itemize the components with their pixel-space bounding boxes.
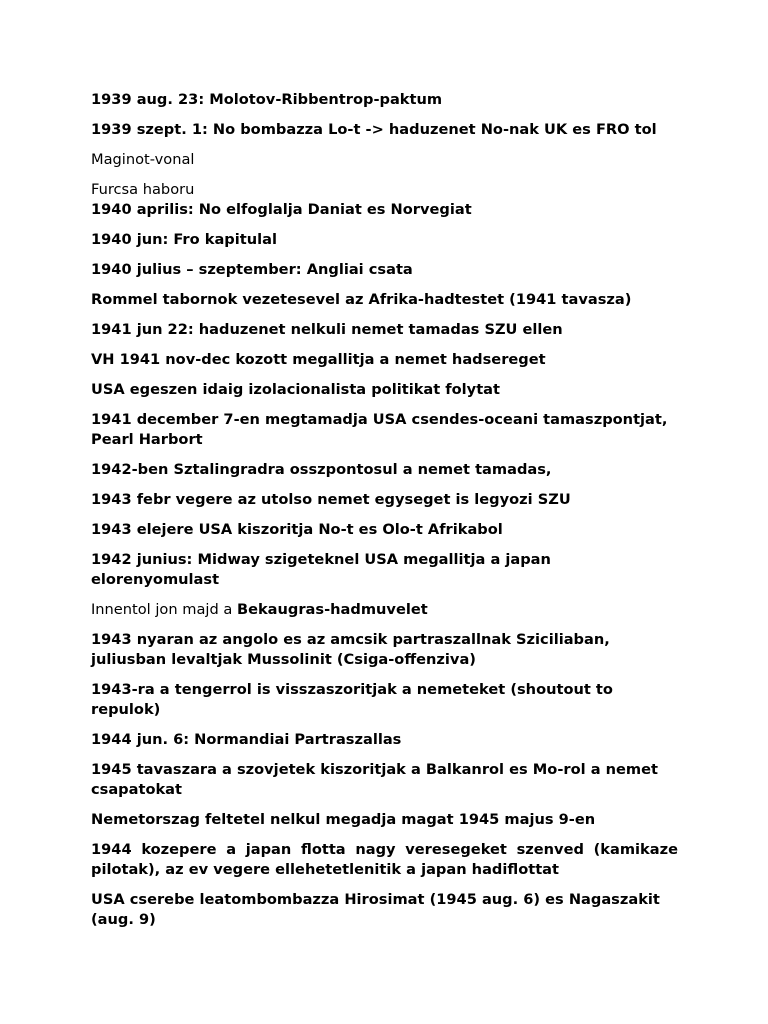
island-hopping-term: Bekaugras-hadmuvelet bbox=[236, 601, 428, 618]
document-page bbox=[91, 90, 678, 940]
paragraph-soviet-halt: VH 1941 nov-dec kozott megallitja a nemet hadsereget bbox=[91, 351, 546, 368]
paragraph-german-surrender: Nemetorszag feltetel nelkul megadja magat 1945 majus 9-en bbox=[91, 811, 596, 828]
paragraph-denmark-norway: 1940 aprilis: No elfoglalja Daniat es Norvegiat bbox=[91, 201, 472, 218]
paragraph-phoney-war: Furcsa haboru bbox=[91, 181, 195, 198]
paragraph-normandy: 1944 jun. 6: Normandiai Partraszallas bbox=[91, 731, 402, 748]
island-hopping-intro: Innentol jon majd a bbox=[91, 601, 237, 618]
paragraph-japanese-fleet: 1944 kozepere a japan flotta nagy veresegeket szenved (kamikaze pilotak), az ev vegere ellehetetlenitik a japan hadiflottat bbox=[91, 841, 678, 878]
paragraph-atomic-bombs: USA cserebe leatombombazza Hirosimat (1945 aug. 6) es Nagaszakit (aug. 9) bbox=[91, 891, 660, 928]
paragraph-island-hopping bbox=[91, 600, 678, 620]
paragraph-barbarossa: 1941 jun 22: haduzenet nelkuli nemet tamadas SZU ellen bbox=[91, 321, 563, 338]
paragraph-france-capitulates: 1940 jun: Fro kapitulal bbox=[91, 231, 277, 248]
paragraph-battle-of-britain: 1940 julius – szeptember: Angliai csata bbox=[91, 261, 413, 278]
paragraph-afrika-korps: Rommel tabornok vezetesevel az Afrika-hadtestet (1941 tavasza) bbox=[91, 291, 632, 308]
paragraph-north-africa: 1943 elejere USA kiszoritja No-t es Olo-t Afrikabol bbox=[91, 521, 503, 538]
paragraph-molotov-ribbentrop: 1939 aug. 23: Molotov-Ribbentrop-paktum bbox=[91, 91, 443, 108]
paragraph-stalingrad: 1942-ben Sztalingradra osszpontosul a nemet tamadas, bbox=[91, 461, 552, 478]
paragraph-maginot-line: Maginot-vonal bbox=[91, 151, 195, 168]
paragraph-midway: 1942 junius: Midway szigeteknel USA megallitja a japan elorenyomulast bbox=[91, 551, 551, 588]
paragraph-pearl-harbor: 1941 december 7-en megtamadja USA csendes-oceani tamaszpontjat, Pearl Harbort bbox=[91, 411, 668, 448]
paragraph-stalingrad-victory: 1943 febr vegere az utolso nemet egyseget is legyozi SZU bbox=[91, 491, 571, 508]
paragraph-naval-pushback: 1943-ra a tengerrol is visszaszoritjak a nemeteket (shoutout to repulok) bbox=[91, 681, 613, 718]
paragraph-usa-isolationism: USA egeszen idaig izolacionalista politikat folytat bbox=[91, 381, 500, 398]
paragraph-sicily-landing: 1943 nyaran az angolo es az amcsik partraszallnak Sziciliaban, juliusban levaltjak Mussolinit (Csiga-offenziva) bbox=[91, 631, 610, 668]
paragraph-balkans-hungary: 1945 tavaszara a szovjetek kiszoritjak a Balkanrol es Mo-rol a nemet csapatokat bbox=[91, 761, 658, 798]
paragraph-invasion-of-poland: 1939 szept. 1: No bombazza Lo-t -> haduzenet No-nak UK es FRO tol bbox=[91, 121, 657, 138]
